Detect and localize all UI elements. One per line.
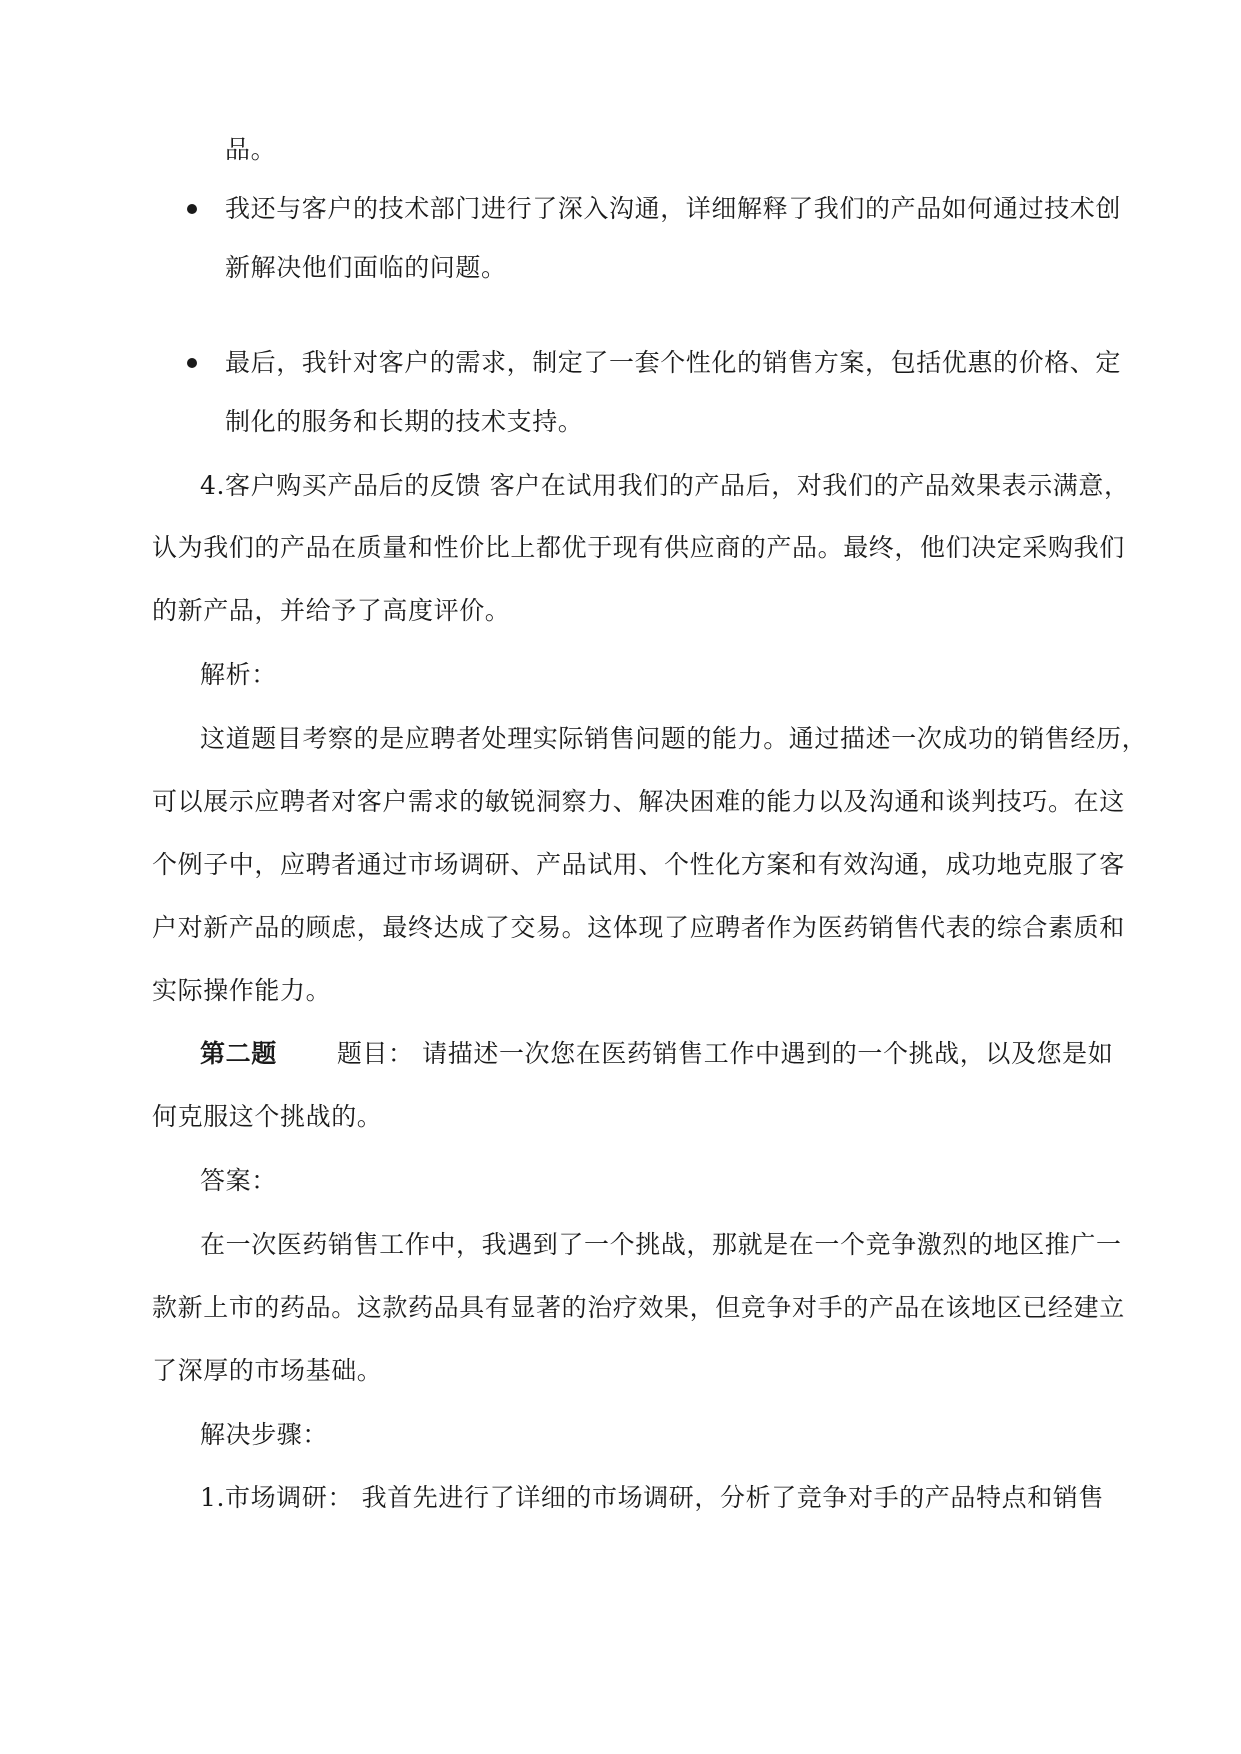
paragraph-line: 的新产品，并给予了高度评价。 xyxy=(152,596,511,625)
steps-label: 解决步骤： xyxy=(200,1420,329,1449)
paragraph-line: 在一次医药销售工作中，我遇到了一个挑战，那就是在一个竞争激烈的地区推广一 xyxy=(200,1230,1122,1259)
question-title: 第二题 xyxy=(200,1039,277,1068)
paragraph-line: 了深厚的市场基础。 xyxy=(152,1356,383,1385)
paragraph-line: 可以展示应聘者对客户需求的敏锐洞察力、解决困难的能力以及沟通和谈判技巧。在这 xyxy=(152,787,1125,816)
bullet-item-text: 制化的服务和长期的技术支持。 xyxy=(225,407,584,436)
paragraph-line: 认为我们的产品在质量和性价比上都优于现有供应商的产品。最终，他们决定采购我们 xyxy=(152,533,1125,562)
paragraph-line: 户对新产品的顾虑，最终达成了交易。这体现了应聘者作为医药销售代表的综合素质和 xyxy=(152,913,1125,942)
question-line: 何克服这个挑战的。 xyxy=(152,1102,383,1131)
question-line xyxy=(200,1038,1135,1070)
bullet-icon xyxy=(187,204,197,214)
paragraph-line: 这道题目考察的是应聘者处理实际销售问题的能力。通过描述一次成功的销售经历， xyxy=(200,724,1148,753)
paragraph-line: 款新上市的药品。这款药品具有显著的治疗效果，但竞争对手的产品在该地区已经建立 xyxy=(152,1293,1125,1322)
question-text: 题目： 请描述一次您在医药销售工作中遇到的一个挑战，以及您是如 xyxy=(336,1039,1114,1068)
analysis-label: 解析： xyxy=(200,660,277,689)
paragraph-line: 1.市场调研： 我首先进行了详细的市场调研，分析了竞争对手的产品特点和销售 xyxy=(200,1483,1105,1512)
text-line: 品。 xyxy=(225,135,277,164)
bullet-item-text: 最后，我针对客户的需求，制定了一套个性化的销售方案，包括优惠的价格、定 xyxy=(225,348,1122,377)
paragraph-line: 4.客户购买产品后的反馈 客户在试用我们的产品后，对我们的产品效果表示满意， xyxy=(200,471,1130,500)
bullet-item-text: 我还与客户的技术部门进行了深入沟通，详细解释了我们的产品如何通过技术创 xyxy=(225,194,1122,223)
answer-label: 答案： xyxy=(200,1166,277,1195)
paragraph-line: 实际操作能力。 xyxy=(152,976,332,1005)
bullet-icon xyxy=(187,358,197,368)
bullet-item-text: 新解决他们面临的问题。 xyxy=(225,253,507,282)
paragraph-line: 个例子中，应聘者通过市场调研、产品试用、个性化方案和有效沟通，成功地克服了客 xyxy=(152,850,1125,879)
